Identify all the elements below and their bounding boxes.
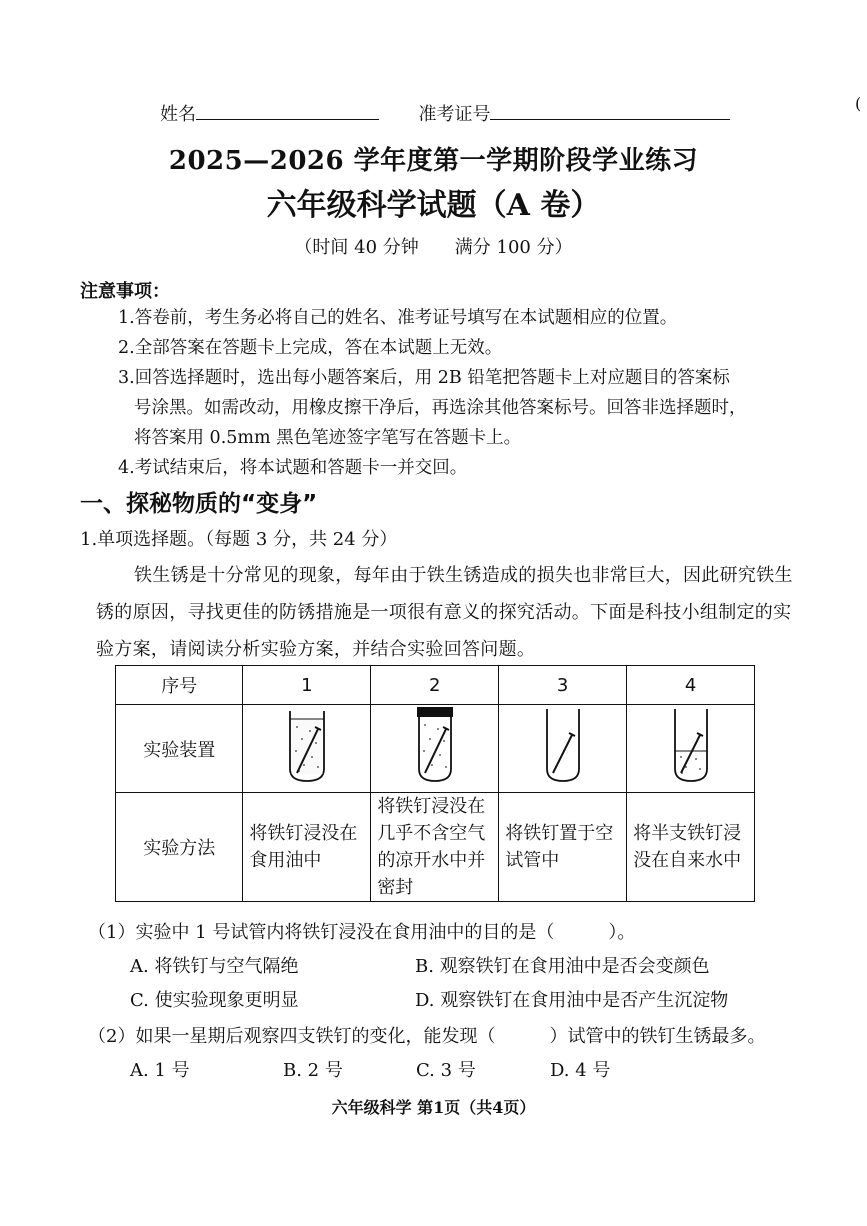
ticket-number-label: 准考证号 — [418, 104, 491, 125]
question-stem: （1）实验中 1 号试管内将铁钉浸没在食用油中的目的是（ ）。 — [88, 922, 636, 943]
option-c: C. 使实验现象更明显 — [130, 990, 299, 1011]
test-tube-sealed-water-image — [371, 705, 499, 793]
column-number: 2 — [371, 666, 499, 705]
notice-item: 将答案用 0.5mm 黑色笔迹签字笔写在答题卡上。 — [134, 428, 522, 448]
reading-paragraph: 铁生锈是十分常见的现象，每年由于铁生锈造成的损失也非常巨大，因此研究铁生锈的原因，寻找更佳的防锈措施是一项很有意义的探究活动。下面是科技小组制定的实验方案，请阅读分析实验方案，并结合实验回答问题。 — [96, 565, 793, 660]
option-c: C. 3 号 — [416, 1060, 476, 1081]
candidate-info-row — [160, 100, 730, 126]
method-cell: 将半支铁钉浸没在自来水中 — [627, 793, 755, 902]
row-header-method: 实验方法 — [116, 793, 243, 902]
exam-title: 六年级科学试题（A 卷） — [266, 188, 601, 223]
option-d: D. 4 号 — [550, 1060, 611, 1081]
test-tube-oil-image — [243, 705, 371, 793]
row-header-apparatus: 实验装置 — [116, 705, 243, 793]
ticket-number-blank — [490, 119, 730, 120]
name-label: 姓名 — [160, 104, 196, 125]
column-number: 1 — [243, 666, 371, 705]
option-a: A. 1 号 — [130, 1060, 190, 1081]
column-number: 4 — [627, 666, 755, 705]
section-title: 一、探秘物质的“变身” — [80, 491, 318, 517]
page-footer: 六年级科学 第1页（共4页） — [331, 1098, 536, 1117]
notice-item: 3.回答选择题时，选出每小题答案后，用 2B 铅笔把答题卡上对应题目的答案标 — [118, 368, 730, 388]
notice-item: 1.答卷前，考生务必将自己的姓名、准考证号填写在本试题相应的位置。 — [118, 308, 678, 328]
notice-title: 注意事项： — [80, 281, 170, 302]
question-stem: （2）如果一星期后观察四支铁钉的变化，能发现（ ）试管中的铁钉生锈最多。 — [88, 1026, 766, 1047]
notice-item: 号涂黑。如需改动，用橡皮擦干净后，再选涂其他答案标号。回答非选择题时， — [134, 398, 747, 418]
option-b: B. 2 号 — [283, 1060, 343, 1081]
test-tube-half-water-image — [627, 705, 755, 793]
notice-item: 2.全部答案在答题卡上完成，答在本试题上无效。 — [118, 338, 503, 358]
exam-year-title: 2025—2026 学年度第一学期阶段学业练习 — [168, 146, 699, 176]
method-cell: 将铁钉浸没在几乎不含空气的凉开水中并密封 — [371, 793, 499, 902]
column-number: 3 — [499, 666, 627, 705]
option-b: B. 观察铁钉在食用油中是否会变颜色 — [415, 956, 710, 977]
row-header-number: 序号 — [116, 666, 243, 705]
option-d: D. 观察铁钉在食用油中是否产生沉淀物 — [415, 990, 729, 1011]
corner-mark: ( — [855, 94, 862, 113]
method-cell: 将铁钉置于空试管中 — [499, 793, 627, 902]
method-cell: 将铁钉浸没在食用油中 — [243, 793, 371, 902]
option-a: A. 将铁钉与空气隔绝 — [130, 956, 299, 977]
time-score-info: （时间 40 分钟 满分 100 分） — [294, 237, 573, 258]
test-tube-empty-image — [499, 705, 627, 793]
name-blank — [196, 119, 379, 120]
question-group-title: 1.单项选择题。（每题 3 分，共 24 分） — [80, 529, 398, 550]
notice-item: 4.考试结束后，将本试题和答题卡一并交回。 — [118, 458, 468, 478]
experiment-table — [115, 665, 755, 902]
